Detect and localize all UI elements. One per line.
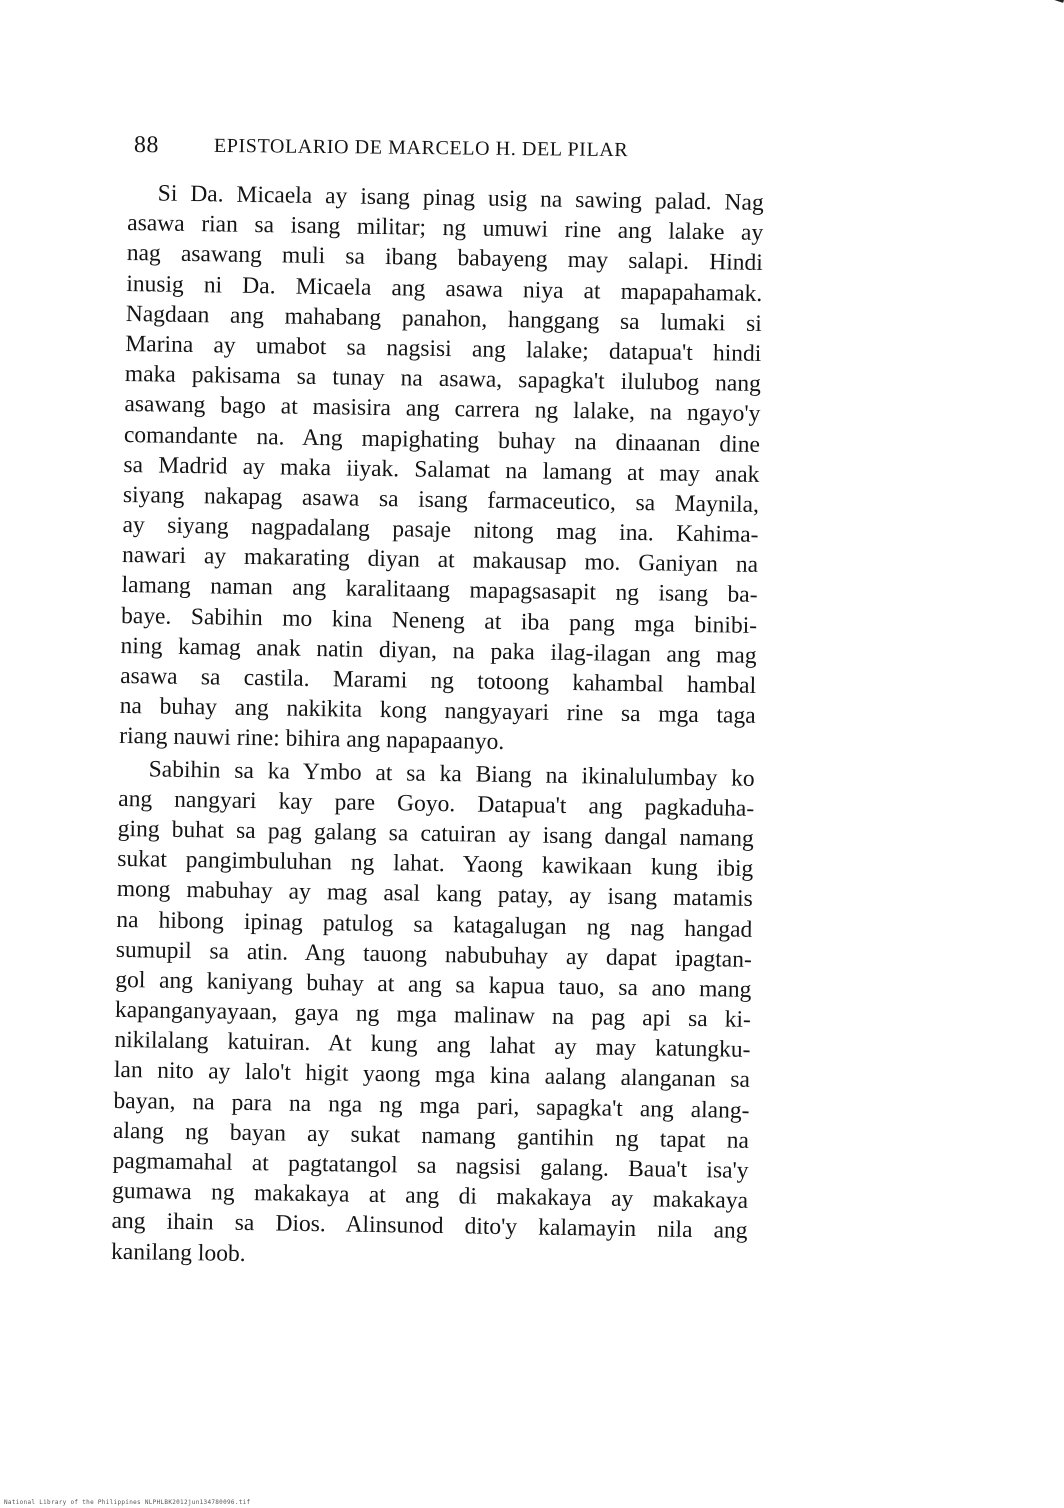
- text-line: comandante na. Ang mapighating buhay na dinaanan dine: [123, 421, 761, 458]
- text-line: ging buhat sa pag galang sa catuiran ay isang dangal namang: [117, 815, 754, 852]
- text-line: sa Madrid ay maka iiyak. Salamat na lamang at may anak: [123, 451, 760, 488]
- text-line: gumawa ng makakaya at ang di makakaya ay makakaya: [111, 1178, 749, 1215]
- text-line: ay siyang nagpadalang pasaje nitong mag ina. Kahima-: [122, 512, 759, 549]
- text-line: sukat pangimbuluhan ng lahat. Yaong kawikaan kung ibig: [117, 846, 754, 883]
- text-line: na hibong ipinag patulog sa katagalugan ng nag hangad: [116, 906, 753, 943]
- text-line: nikilalang katuiran. At kung ang lahat ay may katungku-: [114, 1027, 751, 1064]
- text-line: ang nangyari kay pare Goyo. Datapua't ang pagkaduha-: [118, 785, 755, 822]
- scan-corner-mark: [1021, 0, 1064, 16]
- scan-footer-stamp: National Library of the Philippines NLPHLBK2012jun134780096.tif: [4, 1499, 251, 1506]
- text-line: Nagdaan ang mahabang panahon, hanggang sa lumaki si: [125, 300, 762, 337]
- paragraph-2: [111, 753, 755, 1276]
- text-line: Sabihin sa ka Ymbo at sa ka Biang na ikinalulumbay ko: [148, 755, 755, 792]
- paragraph-1: [119, 178, 764, 761]
- text-line: nag asawang muli sa ibang babayeng may salapi. Hindi: [126, 240, 763, 277]
- text-line: kapanganyayaan, gaya ng mga malinaw na pag api sa ki-: [114, 996, 752, 1033]
- page-number: 88: [133, 132, 159, 159]
- text-line: asawa rian sa isang militar; ng umuwi rine ang lalake ay: [127, 210, 764, 247]
- page-header: [134, 128, 704, 168]
- text-line: asawa sa castila. Marami ng totoong kahambal hambal: [119, 662, 757, 699]
- body-text: [111, 178, 764, 1277]
- text-line: lan nito ay lalo't higit yaong mga kina aalang alanganan sa: [113, 1057, 751, 1094]
- text-line: kanilang loob.: [110, 1238, 246, 1267]
- text-line: gol ang kaniyang buhay at ang sa kapua tauo, sa ano mang: [115, 966, 752, 1003]
- text-line: pagmamahal at pagtatangol sa nagsisi galang. Baua't isa'y: [112, 1147, 749, 1184]
- running-head: EPISTOLARIO DE MARCELO H. DEL PILAR: [213, 134, 629, 162]
- text-line: Marina ay umabot sa nagsisi ang lalake; datapua't hindi: [125, 330, 762, 367]
- text-line: riang nauwi rine: bihira ang napapaanyo.: [119, 723, 505, 756]
- text-line: inusig ni Da. Micaela ang asawa niya at mapapahamak.: [126, 270, 763, 307]
- text-line: na buhay ang nakikita kong nangyayari rine sa mga taga: [119, 693, 756, 730]
- text-line: Si Da. Micaela ay isang pinag usig na sawing palad. Nag: [157, 180, 764, 216]
- text-line: asawang bago at masisira ang carrera ng lalake, na ngayo'y: [124, 391, 761, 428]
- text-line: ning kamag anak natin diyan, na paka ilag-ilagan ang mag: [120, 632, 757, 669]
- text-line: lamang naman ang karalitaang mapagsasapit ng isang ba-: [121, 572, 758, 609]
- text-line: baye. Sabihin mo kina Neneng at iba pang mga binibi-: [120, 602, 758, 639]
- text-line: bayan, na para na nga ng mga pari, sapagka't ang alang-: [113, 1087, 750, 1124]
- text-line: ang ihain sa Dios. Alinsunod dito'y kalamayin nila ang: [111, 1208, 748, 1245]
- text-line: nawari ay makarating diyan at makausap mo. Ganiyan na: [121, 542, 759, 579]
- text-line: alang ng bayan ay sukat namang gantihin ng tapat na: [112, 1117, 750, 1154]
- text-line: siyang nakapag asawa sa isang farmaceutico, sa Maynila,: [122, 481, 760, 518]
- text-line: maka pakisama sa tunay na asawa, sapagka't ilulubog nang: [124, 361, 762, 398]
- text-line: mong mabuhay ay mag asal kang patay, ay isang matamis: [116, 876, 753, 913]
- text-line: sumupil sa atin. Ang tauong nabubuhay ay dapat ipagtan-: [115, 936, 753, 973]
